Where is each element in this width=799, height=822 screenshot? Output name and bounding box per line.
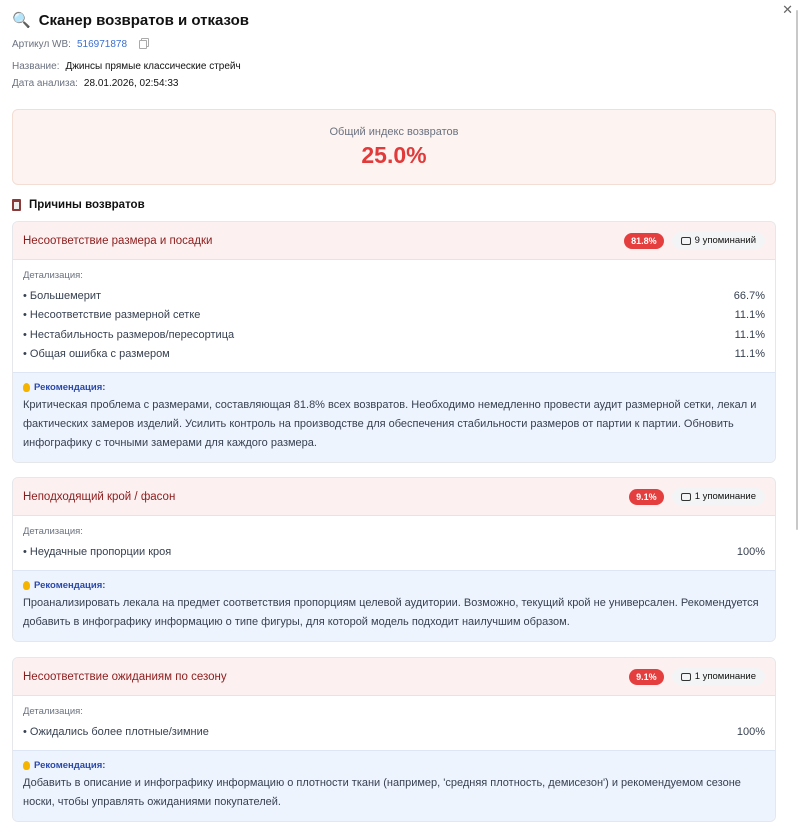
clipboard-icon: [12, 199, 21, 211]
detail-row: • Ожидались более плотные/зимние 100%: [23, 725, 765, 738]
reason-title: Несоответствие размера и посадки: [23, 234, 213, 247]
lightbulb-icon: [23, 761, 30, 770]
detail-row: • Нестабильность размеров/пересортица 11.1%: [23, 328, 765, 341]
comment-icon: [681, 237, 691, 245]
comment-icon: [681, 493, 691, 501]
reason-card: [12, 477, 776, 642]
reason-header[interactable]: [13, 222, 775, 260]
reason-header[interactable]: [13, 478, 775, 516]
return-index-card: Общий индекс возвратов 25.0%: [12, 109, 776, 185]
comment-icon: [681, 673, 691, 681]
details-section: Детализация: • Неудачные пропорции кроя 100%: [13, 516, 775, 570]
search-icon: 🔍: [12, 12, 31, 29]
reason-card: [12, 221, 776, 463]
page-title: 🔍 Сканер возвратов и отказов: [12, 11, 249, 29]
name-row: Название: Джинсы прямые классические стрейч: [12, 61, 241, 72]
lightbulb-icon: [23, 383, 30, 392]
percent-badge: 9.1%: [629, 489, 664, 505]
details-section: Детализация: • Большемерит 66.7% • Несоответствие размерной сетке 11.1% • Нестабильность размеров/пересортица 11.1% • Общая ошибка с размером 11.1%: [13, 260, 775, 372]
section-title: Причины возвратов: [12, 199, 145, 211]
copy-icon[interactable]: [139, 40, 147, 49]
detail-row: • Общая ошибка с размером 11.1%: [23, 348, 765, 361]
date-row: Дата анализа: 28.01.2026, 02:54:33: [12, 78, 179, 89]
close-button[interactable]: ✕: [782, 2, 793, 17]
article-link[interactable]: 516971878: [76, 39, 128, 50]
mentions-badge: 9 упоминаний: [672, 232, 765, 249]
detail-row: • Неудачные пропорции кроя 100%: [23, 545, 765, 558]
percent-badge: 81.8%: [624, 233, 664, 249]
percent-badge: 9.1%: [629, 669, 664, 685]
details-section: Детализация: • Ожидались более плотные/зимние 100%: [13, 696, 775, 750]
reason-title: Несоответствие ожиданиям по сезону: [23, 670, 227, 683]
reason-title: Неподходящий крой / фасон: [23, 490, 176, 503]
scrollbar[interactable]: [796, 10, 798, 530]
recommendation: Рекомендация: Добавить в описание и инфографику информацию о плотности ткани (например, 'средняя плотность, демисезон') и рекомендуемом сезоне носки, чтобы управлять ожиданиями покупателей.: [13, 750, 775, 821]
recommendation: Рекомендация: Критическая проблема с размерами, составляющая 81.8% всех возвратов. Необходимо немедленно провести аудит размерной сетки, лекал и фактических замеров изделий. Усилить контроль на производстве для обеспечения стабильности размеров от партии к партии. Обновить инфографику с точными замерами для каждого размера.: [13, 372, 775, 462]
detail-row: • Несоответствие размерной сетке 11.1%: [23, 309, 765, 322]
article-row: Артикул WB: 516971878: [12, 39, 147, 50]
return-index-value: 25.0%: [361, 142, 427, 168]
detail-row: • Большемерит 66.7%: [23, 289, 765, 302]
reason-header[interactable]: [13, 658, 775, 696]
mentions-badge: 1 упоминание: [672, 668, 765, 685]
recommendation: Рекомендация: Проанализировать лекала на предмет соответствия пропорциям целевой аудитории. Возможно, текущий крой не универсален. Рекомендуется добавить в инфографику информацию о типе фигуры, для которой модель подходит наилучшим образом.: [13, 570, 775, 641]
mentions-badge: 1 упоминание: [672, 488, 765, 505]
reason-card: [12, 657, 776, 822]
lightbulb-icon: [23, 581, 30, 590]
